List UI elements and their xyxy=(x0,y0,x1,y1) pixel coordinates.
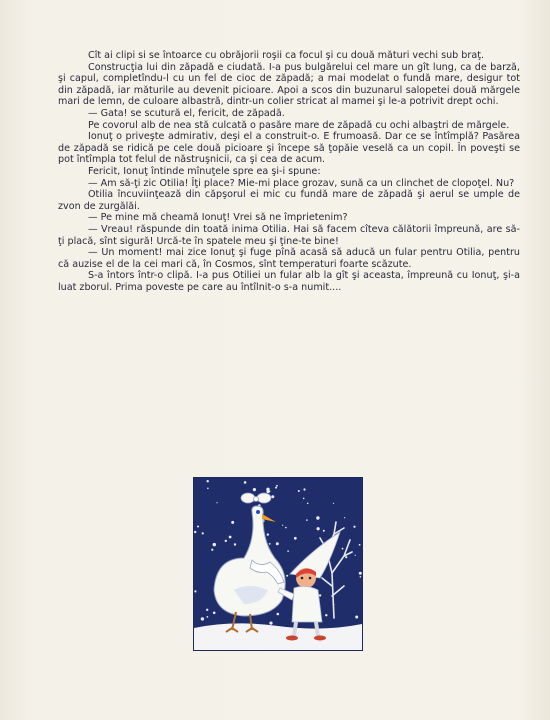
snowflake xyxy=(298,490,300,492)
snowflake xyxy=(303,488,305,490)
paragraph-3: — Gata! se scutură el, fericit, de zăpadă. xyxy=(88,107,285,119)
snowflake xyxy=(206,609,208,611)
snowflake xyxy=(276,542,279,545)
paragraph-11: — Un moment! mai zice Ionuţ şi fuge pînă acasă să aducă un fular pentru Otilia, pentru că auzise el de la cei mari că, în Cosmos, sînt temperaturi foarte scăzute. xyxy=(58,247,520,270)
snowflake xyxy=(285,527,287,529)
snowflake xyxy=(234,543,236,545)
snowflake xyxy=(287,550,289,552)
snowflake xyxy=(244,481,247,484)
snowflake xyxy=(276,485,278,487)
snowflake xyxy=(294,537,297,540)
snowflake xyxy=(353,526,355,528)
snowflake xyxy=(202,532,204,534)
snowflake xyxy=(201,617,204,620)
snowflake xyxy=(360,576,362,578)
snowflake xyxy=(207,488,209,490)
snowflake xyxy=(355,555,356,556)
snowflake xyxy=(344,517,345,518)
snowflake xyxy=(359,544,361,546)
snowflake xyxy=(271,495,274,498)
snowflake xyxy=(267,533,269,535)
paragraph-9: — Pe mine mă cheamă Ionuţ! Vrei să ne împrietenim? xyxy=(88,212,348,224)
snowflake xyxy=(355,616,358,619)
snowflake xyxy=(275,487,277,489)
story-text xyxy=(58,50,520,293)
snowflake xyxy=(269,622,272,625)
paragraph-7: — Am să-ţi zic Otilia! Îţi place? Mie-mi place grozav, sună ca un clinchet de clopoţel. Nu? xyxy=(88,177,515,189)
snowflake xyxy=(207,480,209,482)
snowflake xyxy=(197,526,199,528)
paragraph-6: Fericit, Ionuţ întinde mînuţele spre ea şi-i spune: xyxy=(88,165,321,177)
snowflake xyxy=(225,540,227,542)
snowflake xyxy=(307,503,309,505)
snowflake xyxy=(269,543,271,545)
snowflake xyxy=(333,503,334,504)
snowflake xyxy=(213,612,216,615)
snowflake xyxy=(303,498,305,500)
snowflake xyxy=(194,531,196,533)
snow-bird-illustration xyxy=(193,477,363,651)
paragraph-2: Construcţia lui din zăpadă e ciudată. I-a pus bulgărelui cel mare un gît lung, ca de barză, şi capul, completîndu-l cu un fel de cioc de zăpadă; a mai modelat o fundă mare, desigur tot din zăpadă, iar măturile au devenit picioare. Apoi a scos din buzunarul salopetei două mărgele mari de lemn, de culoare albastră, dintr-un colier stricat al mamei şi le-a potrivit drept ochi. xyxy=(58,61,520,108)
snowflake xyxy=(323,530,325,532)
snowflake xyxy=(207,616,209,618)
snowflake xyxy=(229,536,232,539)
snowflake xyxy=(319,594,321,596)
bird-bow xyxy=(241,493,255,503)
snowflake xyxy=(231,521,234,524)
snowflake xyxy=(342,548,344,550)
snowflake xyxy=(211,549,213,551)
snowflake xyxy=(316,516,319,519)
snowflake xyxy=(317,527,320,530)
snowflake xyxy=(282,525,283,526)
snowflake xyxy=(345,556,347,558)
paragraph-12: S-a întors într-o clipă. I-a pus Otiliei un fular alb la gît şi aceasta, împreună cu Ionuţ, şi-a luat zborul. Prima poveste pe care au întîlnit-o s-a numit.... xyxy=(58,270,520,293)
snowflake xyxy=(194,590,196,592)
paragraph-10: — Vreau! răspunde din toată inima Otilia. Hai să facem cîteva călătorii împreună, are să-ţi placă, sînt sigură! Urcă-te în spatele meu şi ţine-te bine! xyxy=(58,223,520,247)
snowflake xyxy=(359,572,362,575)
paragraph-4: Pe covorul alb de nea stă culcată o pasăre mare de zăpadă cu ochi albaştri de mărgele. xyxy=(88,119,510,131)
snowflake xyxy=(253,488,256,491)
snowflake xyxy=(216,502,217,503)
bird-eye xyxy=(256,510,260,514)
snowflake xyxy=(286,575,288,577)
snowflake xyxy=(213,543,216,546)
paragraph-1: Cît ai clipi si se întoarce cu obrăjorii roşii ca focul şi cu două mături vechi sub braţ. xyxy=(88,50,485,61)
snowflake xyxy=(306,519,308,521)
snowflake xyxy=(266,488,269,491)
snowflake xyxy=(277,613,280,616)
paragraph-5: Ionuţ o priveşte admirativ, deşi el a construit-o. E frumoasă. Dar ce se întîmplă? Pasărea de zăpadă se ridică pe cele două picioare şi începe să ţopăie veselă ca un copil. În poveşti se pot întîmpla tot felul de năstruşnicii, ca şi cea de acum. xyxy=(58,131,520,166)
snowflake xyxy=(325,614,327,616)
paragraph-8: Otilia încuviinţează din căpşorul ei mic cu fundă mare de zăpadă şi aerul se umple de zvon de zurgălăi. xyxy=(58,189,520,212)
